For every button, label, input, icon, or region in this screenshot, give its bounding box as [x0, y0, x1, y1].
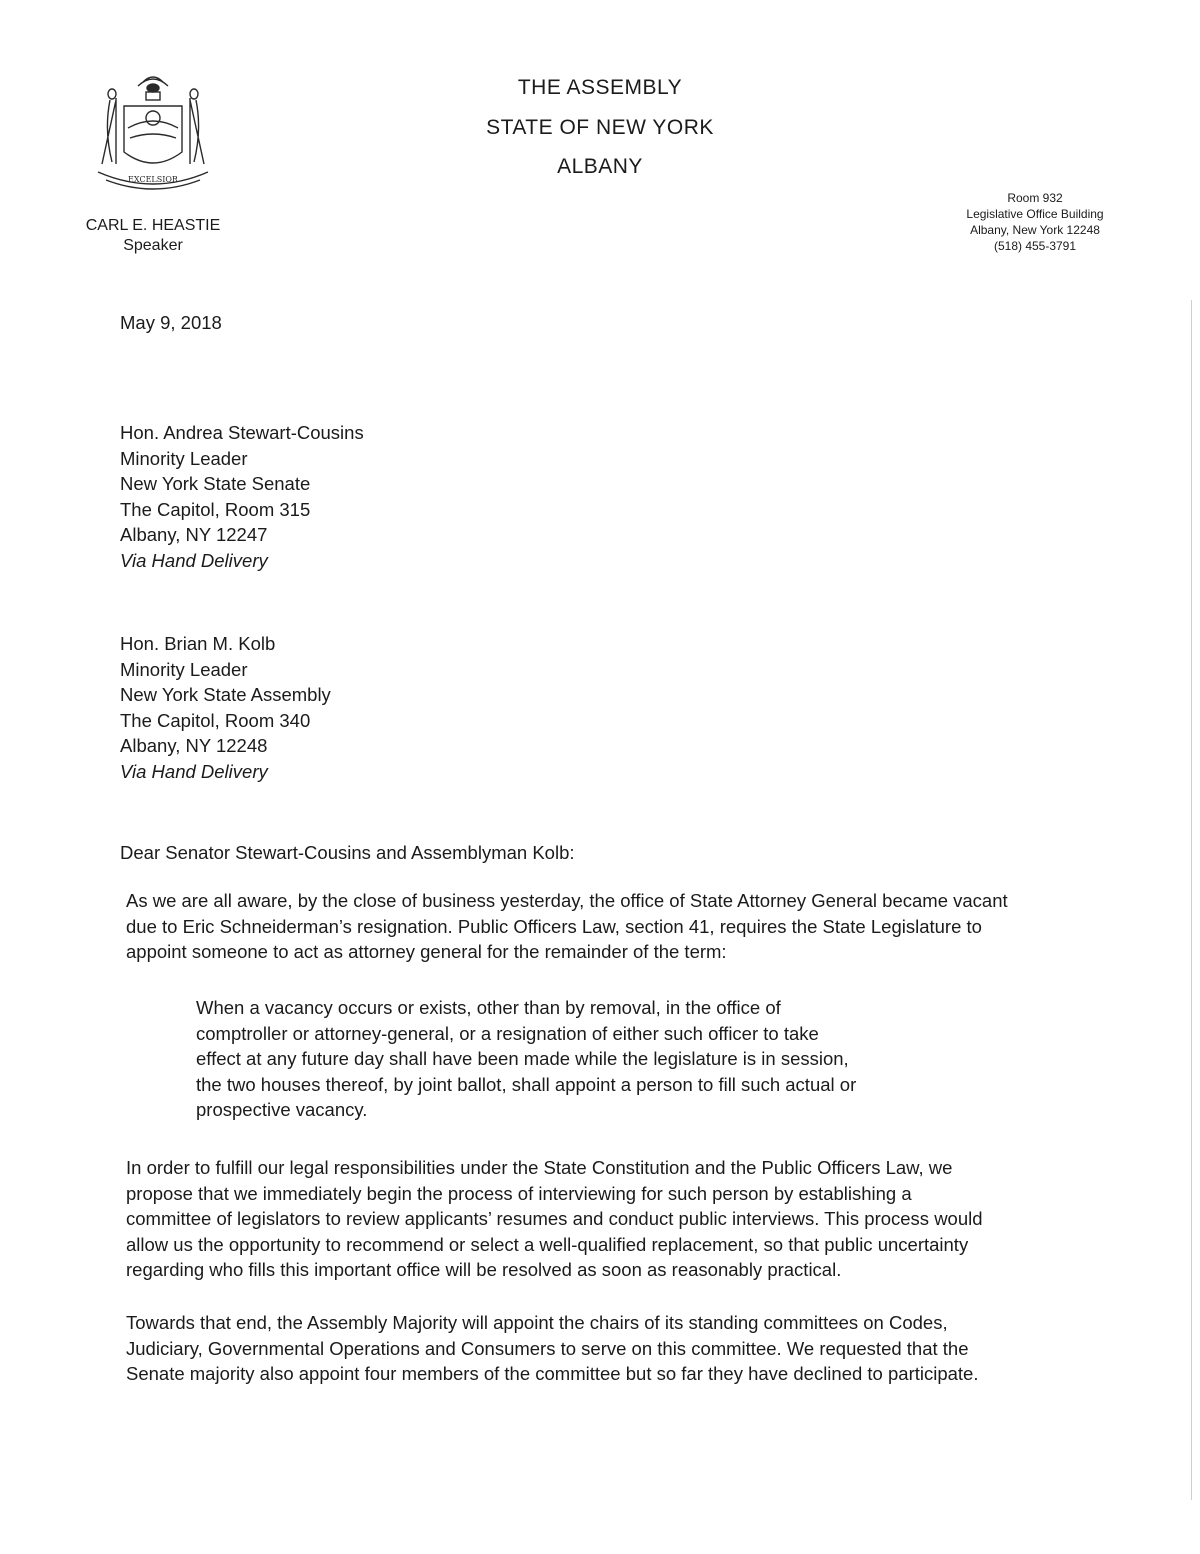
paragraph-2 [126, 1155, 1066, 1283]
paragraph-line: Senate majority also appoint four members of the committee but so far they have declined to participate. [126, 1363, 979, 1385]
letterhead-title-1: THE ASSEMBLY [517, 76, 683, 99]
recipient-line: Hon. Andrea Stewart-Cousins [120, 422, 364, 443]
recipient-line: Minority Leader [120, 447, 248, 469]
delivery-note: Via Hand Delivery [120, 760, 268, 782]
quote-line: prospective vacancy. [196, 1099, 368, 1121]
paragraph-line: appoint someone to act as attorney general for the remainder of the term: [126, 941, 727, 963]
address-line: Albany, New York 12248 [970, 223, 1100, 237]
recipient-line: New York State Assembly [120, 684, 331, 706]
paragraph-line: propose that we immediately begin the process of interviewing for such person by establishing a [126, 1182, 912, 1204]
speaker-title: Speaker [123, 237, 183, 254]
quote-line: effect at any future day shall have been made while the legislature is in session, [196, 1048, 849, 1070]
recipient-line: The Capitol, Room 340 [120, 709, 311, 731]
paragraph-line: Judiciary, Governmental Operations and Consumers to serve on this committee. We requested that the [126, 1337, 969, 1359]
paragraph-line: As we are all aware, by the close of business yesterday, the office of State Attorney General became vacant [126, 890, 1008, 911]
letterhead-title-3: ALBANY [557, 155, 643, 178]
recipient-line: Minority Leader [120, 658, 248, 680]
recipient-address-2 [120, 631, 331, 785]
address-line: Room 932 [1007, 191, 1063, 205]
paragraph-line: committee of legislators to review applicants’ resumes and conduct public interviews. This process would [126, 1208, 983, 1230]
paragraph-3 [126, 1310, 1066, 1387]
recipient-line: Albany, NY 12247 [120, 524, 268, 546]
paragraph-line: allow us the opportunity to recommend or select a well-qualified replacement, so that public uncertainty [126, 1233, 969, 1255]
delivery-note: Via Hand Delivery [120, 549, 268, 571]
paragraph-line: due to Eric Schneiderman’s resignation. Public Officers Law, section 41, requires the State Legislature to [126, 915, 982, 937]
speaker-name: CARL E. HEASTIE [85, 217, 221, 234]
recipient-line: New York State Senate [120, 473, 311, 495]
quote-line: comptroller or attorney-general, or a resignation of either such officer to take [196, 1022, 819, 1044]
paragraph-line: In order to fulfill our legal responsibilities under the State Constitution and the Public Officers Law, we [126, 1157, 953, 1178]
scan-edge-divider [1191, 300, 1192, 1500]
new-york-state-seal-icon [88, 68, 218, 198]
paragraph-line: Towards that end, the Assembly Majority will appoint the chairs of its standing committees on Codes, [126, 1312, 948, 1333]
recipient-line: Albany, NY 12248 [120, 735, 268, 757]
quote-line: When a vacancy occurs or exists, other than by removal, in the office of [196, 997, 781, 1018]
letterhead-title-2: STATE OF NEW YORK [486, 116, 714, 139]
quote-line: the two houses thereof, by joint ballot, shall appoint a person to fill such actual or [196, 1073, 857, 1095]
paragraph-1 [126, 888, 1066, 965]
office-address [940, 190, 1130, 254]
phone-number: (518) 455-3791 [993, 239, 1077, 253]
letter-date: May 9, 2018 [120, 312, 222, 333]
salutation: Dear Senator Stewart-Cousins and Assemblyman Kolb: [120, 842, 575, 863]
recipient-line: The Capitol, Room 315 [120, 498, 311, 520]
svg-text:EXCELSIOR: EXCELSIOR [128, 175, 178, 184]
speaker-block [72, 216, 234, 256]
recipient-line: Hon. Brian M. Kolb [120, 633, 276, 654]
block-quote [196, 995, 856, 1123]
paragraph-line: regarding who fills this important office will be resolved as soon as reasonably practical. [126, 1259, 842, 1281]
recipient-address-1 [120, 420, 364, 574]
address-line: Legislative Office Building [966, 207, 1104, 221]
